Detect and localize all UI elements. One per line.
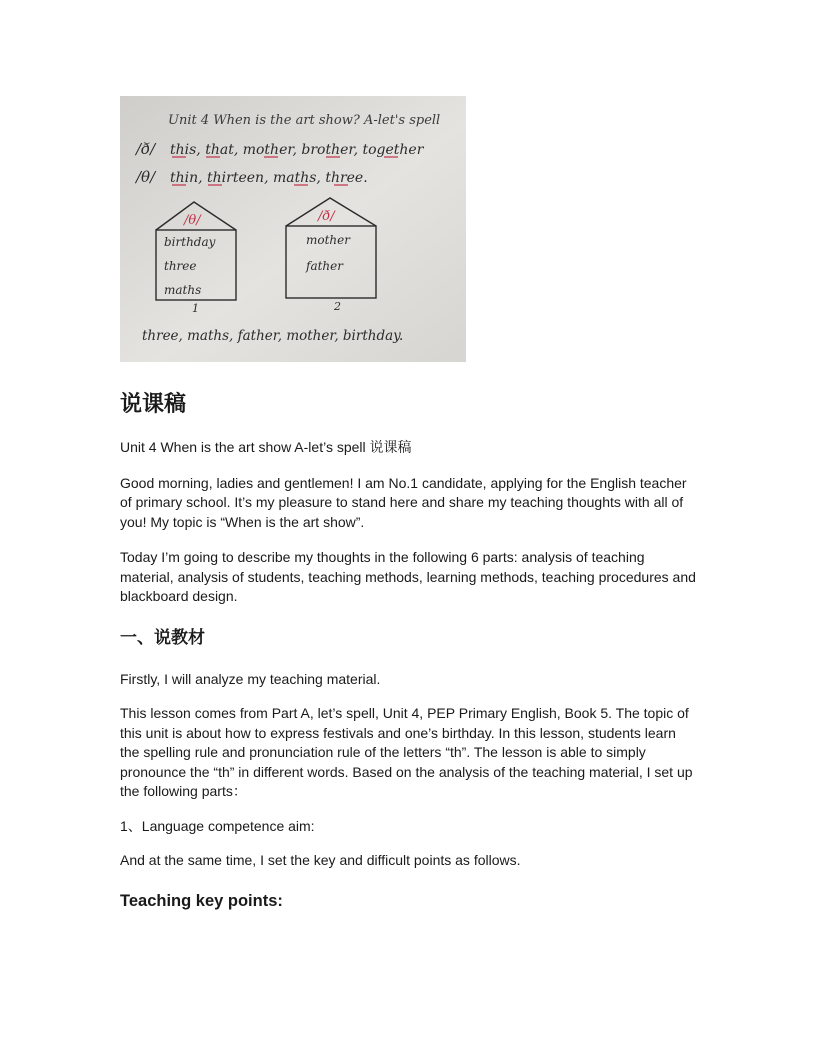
subtitle: Unit 4 When is the art show A-let’s spell 说课稿: [120, 439, 412, 455]
blackboard-photo-svg: [120, 96, 466, 362]
main-heading: 说课稿: [120, 392, 187, 417]
lesson-paragraph: This lesson comes from Part A, let’s spell, Unit 4, PEP Primary English, Book 5. The topic of this unit is about how to express festivals and one’s birthday. In this lesson, students learn the spelling rule and pronunciation rule of the letters “th”. The lesson is able to simply pronounce the “th” in different words. Based on the analysis of the teaching material, I set up the following parts：: [120, 705, 693, 799]
document-page: [120, 96, 696, 912]
photo-title-line: Unit 4 When is the art show? A-let's spell: [168, 113, 441, 128]
house-2-phoneme: /ð/: [318, 209, 335, 224]
photo-line2-words: thin, thirteen, maths, three.: [170, 170, 368, 186]
house-1-word: three: [164, 259, 197, 273]
firstly-paragraph: Firstly, I will analyze my teaching material.: [120, 670, 381, 687]
intro-paragraph: Good morning, ladies and gentlemen! I am No.1 candidate, applying for the English teacher of primary school. It’s my pleasure to stand here and share my teaching thoughts with all of you! My topic is “When is the art show”.: [120, 474, 687, 530]
house-1-word: birthday: [164, 235, 216, 249]
language-aim-item: 1、Language competence aim:: [120, 817, 315, 834]
house-1-phoneme: /θ/: [184, 213, 201, 228]
house-1-word: maths: [164, 283, 202, 297]
house-2-word: father: [306, 259, 343, 273]
photo-bottom-line: three, maths, father, mother, birthday.: [142, 328, 404, 344]
house-1-number: 1: [192, 302, 199, 315]
photo-line2-phoneme: /θ/: [136, 168, 156, 186]
house-2-word: mother: [306, 233, 350, 247]
section-heading-textbook: 一、说教材: [120, 627, 205, 648]
photo-paper: [120, 96, 466, 362]
blackboard-photo: [120, 96, 466, 362]
photo-line1-words: this, that, mother, brother, together: [170, 142, 424, 158]
photo-line1-phoneme: /ð/: [136, 140, 156, 158]
key-points-intro: And at the same time, I set the key and difficult points as follows.: [120, 852, 521, 868]
teaching-key-points-heading: Teaching key points:: [120, 891, 283, 910]
parts-paragraph: Today I’m going to describe my thoughts in the following 6 parts: analysis of teaching material, analysis of students, teaching methods, learning methods, teaching procedures and blackboard design.: [120, 549, 696, 604]
house-2-number: 2: [334, 300, 341, 313]
